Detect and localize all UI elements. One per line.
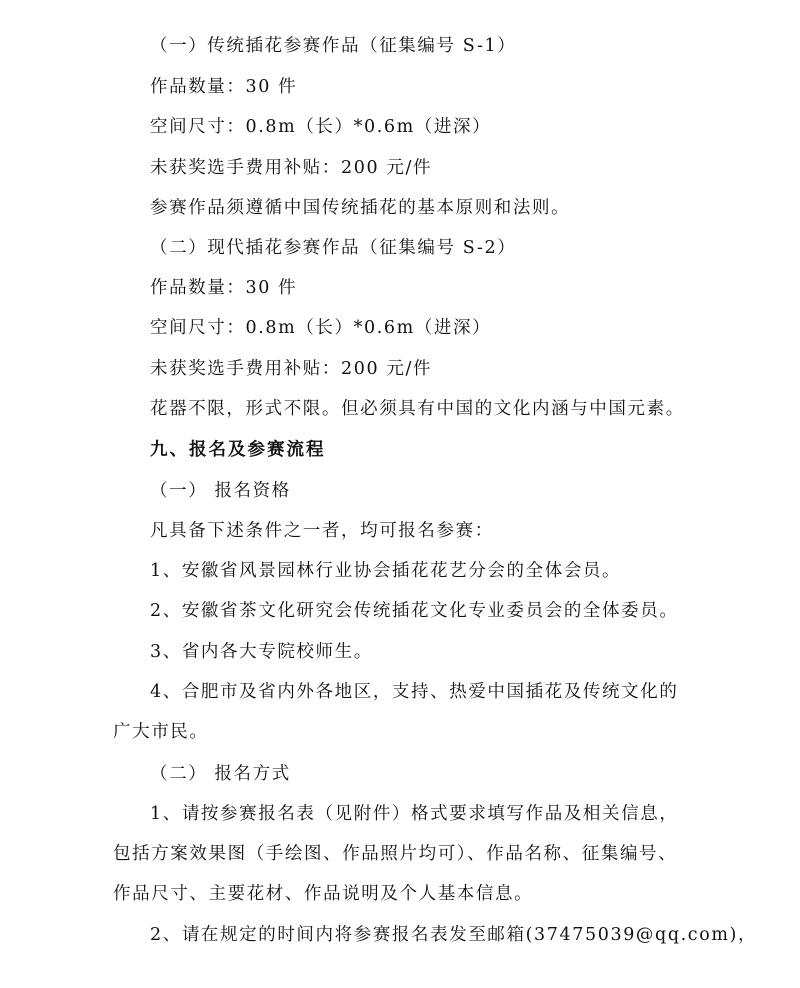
s1-rule: 参赛作品须遵循中国传统插花的基本原则和法则。 (150, 198, 571, 218)
qualification-intro: 凡具备下述条件之一者，均可报名参赛： (150, 521, 494, 541)
section-9-heading: 九、报名及参赛流程 (150, 440, 326, 460)
s1-quantity: 作品数量：30 件 (150, 77, 298, 97)
qualification-item-4: 4、合肥市及省内外各地区，支持、热爱中国插花及传统文化的 (150, 682, 679, 702)
s2-quantity: 作品数量：30 件 (150, 278, 298, 298)
s1-space-size: 空间尺寸：0.8m（长）*0.6m（进深） (150, 117, 492, 137)
s1-subsidy: 未获奖选手费用补贴：200 元/件 (150, 158, 433, 178)
s2-space-size: 空间尺寸：0.8m（长）*0.6m（进深） (150, 318, 492, 338)
s2-rule: 花器不限，形式不限。但必须具有中国的文化内涵与中国元素。 (150, 399, 685, 419)
s1-title: （一）传统插花参赛作品（征集编号 S-1） (150, 36, 517, 56)
s2-subsidy: 未获奖选手费用补贴：200 元/件 (150, 359, 433, 379)
qualification-item-4-continued: 广大市民。 (113, 722, 209, 742)
qualification-item-2: 2、安徽省茶文化研究会传统插花文化专业委员会的全体委员。 (150, 601, 679, 621)
method-item-1-line-2: 包括方案效果图（手绘图、作品照片均可）、作品名称、征集编号、 (113, 844, 678, 864)
qualification-item-3: 3、省内各大专院校师生。 (150, 642, 373, 662)
qualification-item-1: 1、安徽省风景园林行业协会插花花艺分会的全体会员。 (150, 561, 622, 581)
method-item-1-line-3: 作品尺寸、主要花材、作品说明及个人基本信息。 (113, 884, 534, 904)
method-title: （二） 报名方式 (150, 764, 291, 784)
method-item-2-line-1: 2、请在规定的时间内将参赛报名表发至邮箱(37475039@qq.com)， (150, 925, 758, 945)
method-item-1-line-1: 1、请按参赛报名表（见附件）格式要求填写作品及相关信息， (150, 804, 679, 824)
qualification-title: （一） 报名资格 (150, 481, 291, 501)
s2-title: （二）现代插花参赛作品（征集编号 S-2） (150, 238, 517, 258)
